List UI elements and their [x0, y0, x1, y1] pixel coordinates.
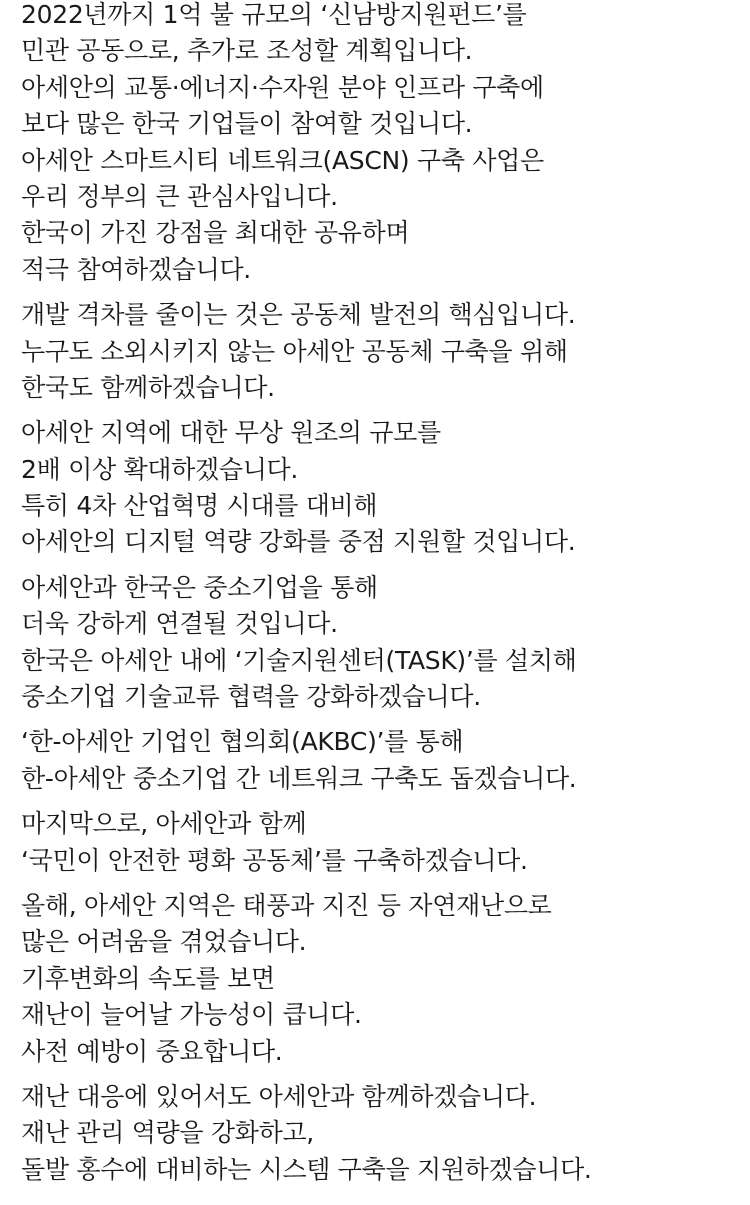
paragraph-7 [21, 888, 730, 1070]
text-line: 재난 대응에 있어서도 아세안과 함께하겠습니다. [21, 1081, 537, 1111]
text-line: 한국은 아세안 내에 ‘기술지원센터(TASK)’를 설치해 [21, 645, 577, 675]
text-line: 아세안 스마트시티 네트워크(ASCN) 구축 사업은 [21, 145, 544, 175]
paragraph-8 [21, 1079, 730, 1188]
text-line: 마지막으로, 아세안과 함께 [21, 809, 307, 839]
text-line: 2022년까지 1억 불 규모의 ‘신남방지원펀드’를 [21, 0, 527, 29]
text-line: 아세안의 교통·에너지·수자원 분야 인프라 구축에 [21, 72, 544, 102]
text-line: 민관 공동으로, 추가로 조성할 계획입니다. [21, 36, 473, 66]
text-line: 많은 어려움을 겪었습니다. [21, 927, 307, 957]
text-line: 한-아세안 중소기업 간 네트워크 구축도 돕겠습니다. [21, 763, 577, 793]
paragraph-4 [21, 570, 730, 716]
text-line: 특히 4차 산업혁명 시대를 대비해 [21, 491, 378, 521]
text-line: 한국도 함께하겠습니다. [21, 372, 275, 402]
text-line: 개발 격차를 줄이는 것은 공동체 발전의 핵심입니다. [21, 300, 576, 330]
text-line: 중소기업 기술교류 협력을 강화하겠습니다. [21, 682, 481, 712]
text-line: 재난이 늘어날 가능성이 큽니다. [21, 1000, 362, 1030]
text-line: 아세안과 한국은 중소기업을 통해 [21, 572, 378, 602]
text-line: 한국이 가진 강점을 최대한 공유하며 [21, 218, 410, 248]
text-line: 우리 정부의 큰 관심사입니다. [21, 181, 338, 211]
text-line: ‘한-아세안 기업인 협의회(AKBC)’를 통해 [21, 727, 464, 757]
text-line: 아세안의 디지털 역량 강화를 중점 지원할 것입니다. [21, 527, 576, 557]
text-line: 더욱 강하게 연결될 것입니다. [21, 609, 338, 639]
text-line: 2배 이상 확대하겠습니다. [21, 454, 299, 484]
text-line: 재난 관리 역량을 강화하고, [21, 1118, 314, 1148]
text-line: 사전 예방이 중요합니다. [21, 1036, 283, 1066]
text-line: 누구도 소외시키지 않는 아세안 공동체 구축을 위해 [21, 336, 568, 366]
paragraph-5 [21, 724, 730, 797]
text-line: 올해, 아세안 지역은 태풍과 지진 등 자연재난으로 [21, 890, 552, 920]
paragraph-2 [21, 297, 730, 406]
text-line: 아세안 지역에 대한 무상 원조의 규모를 [21, 418, 441, 448]
text-line: ‘국민이 안전한 평화 공동체’를 구축하겠습니다. [21, 845, 528, 875]
text-line: 기후변화의 속도를 보면 [21, 963, 275, 993]
paragraph-6 [21, 806, 730, 879]
text-line: 돌발 홍수에 대비하는 시스템 구축을 지원하겠습니다. [21, 1154, 592, 1184]
paragraph-3 [21, 415, 730, 561]
text-line: 적극 참여하겠습니다. [21, 254, 251, 284]
paragraph-1 [21, 0, 730, 288]
text-line: 보다 많은 한국 기업들이 참여할 것입니다. [21, 109, 473, 139]
